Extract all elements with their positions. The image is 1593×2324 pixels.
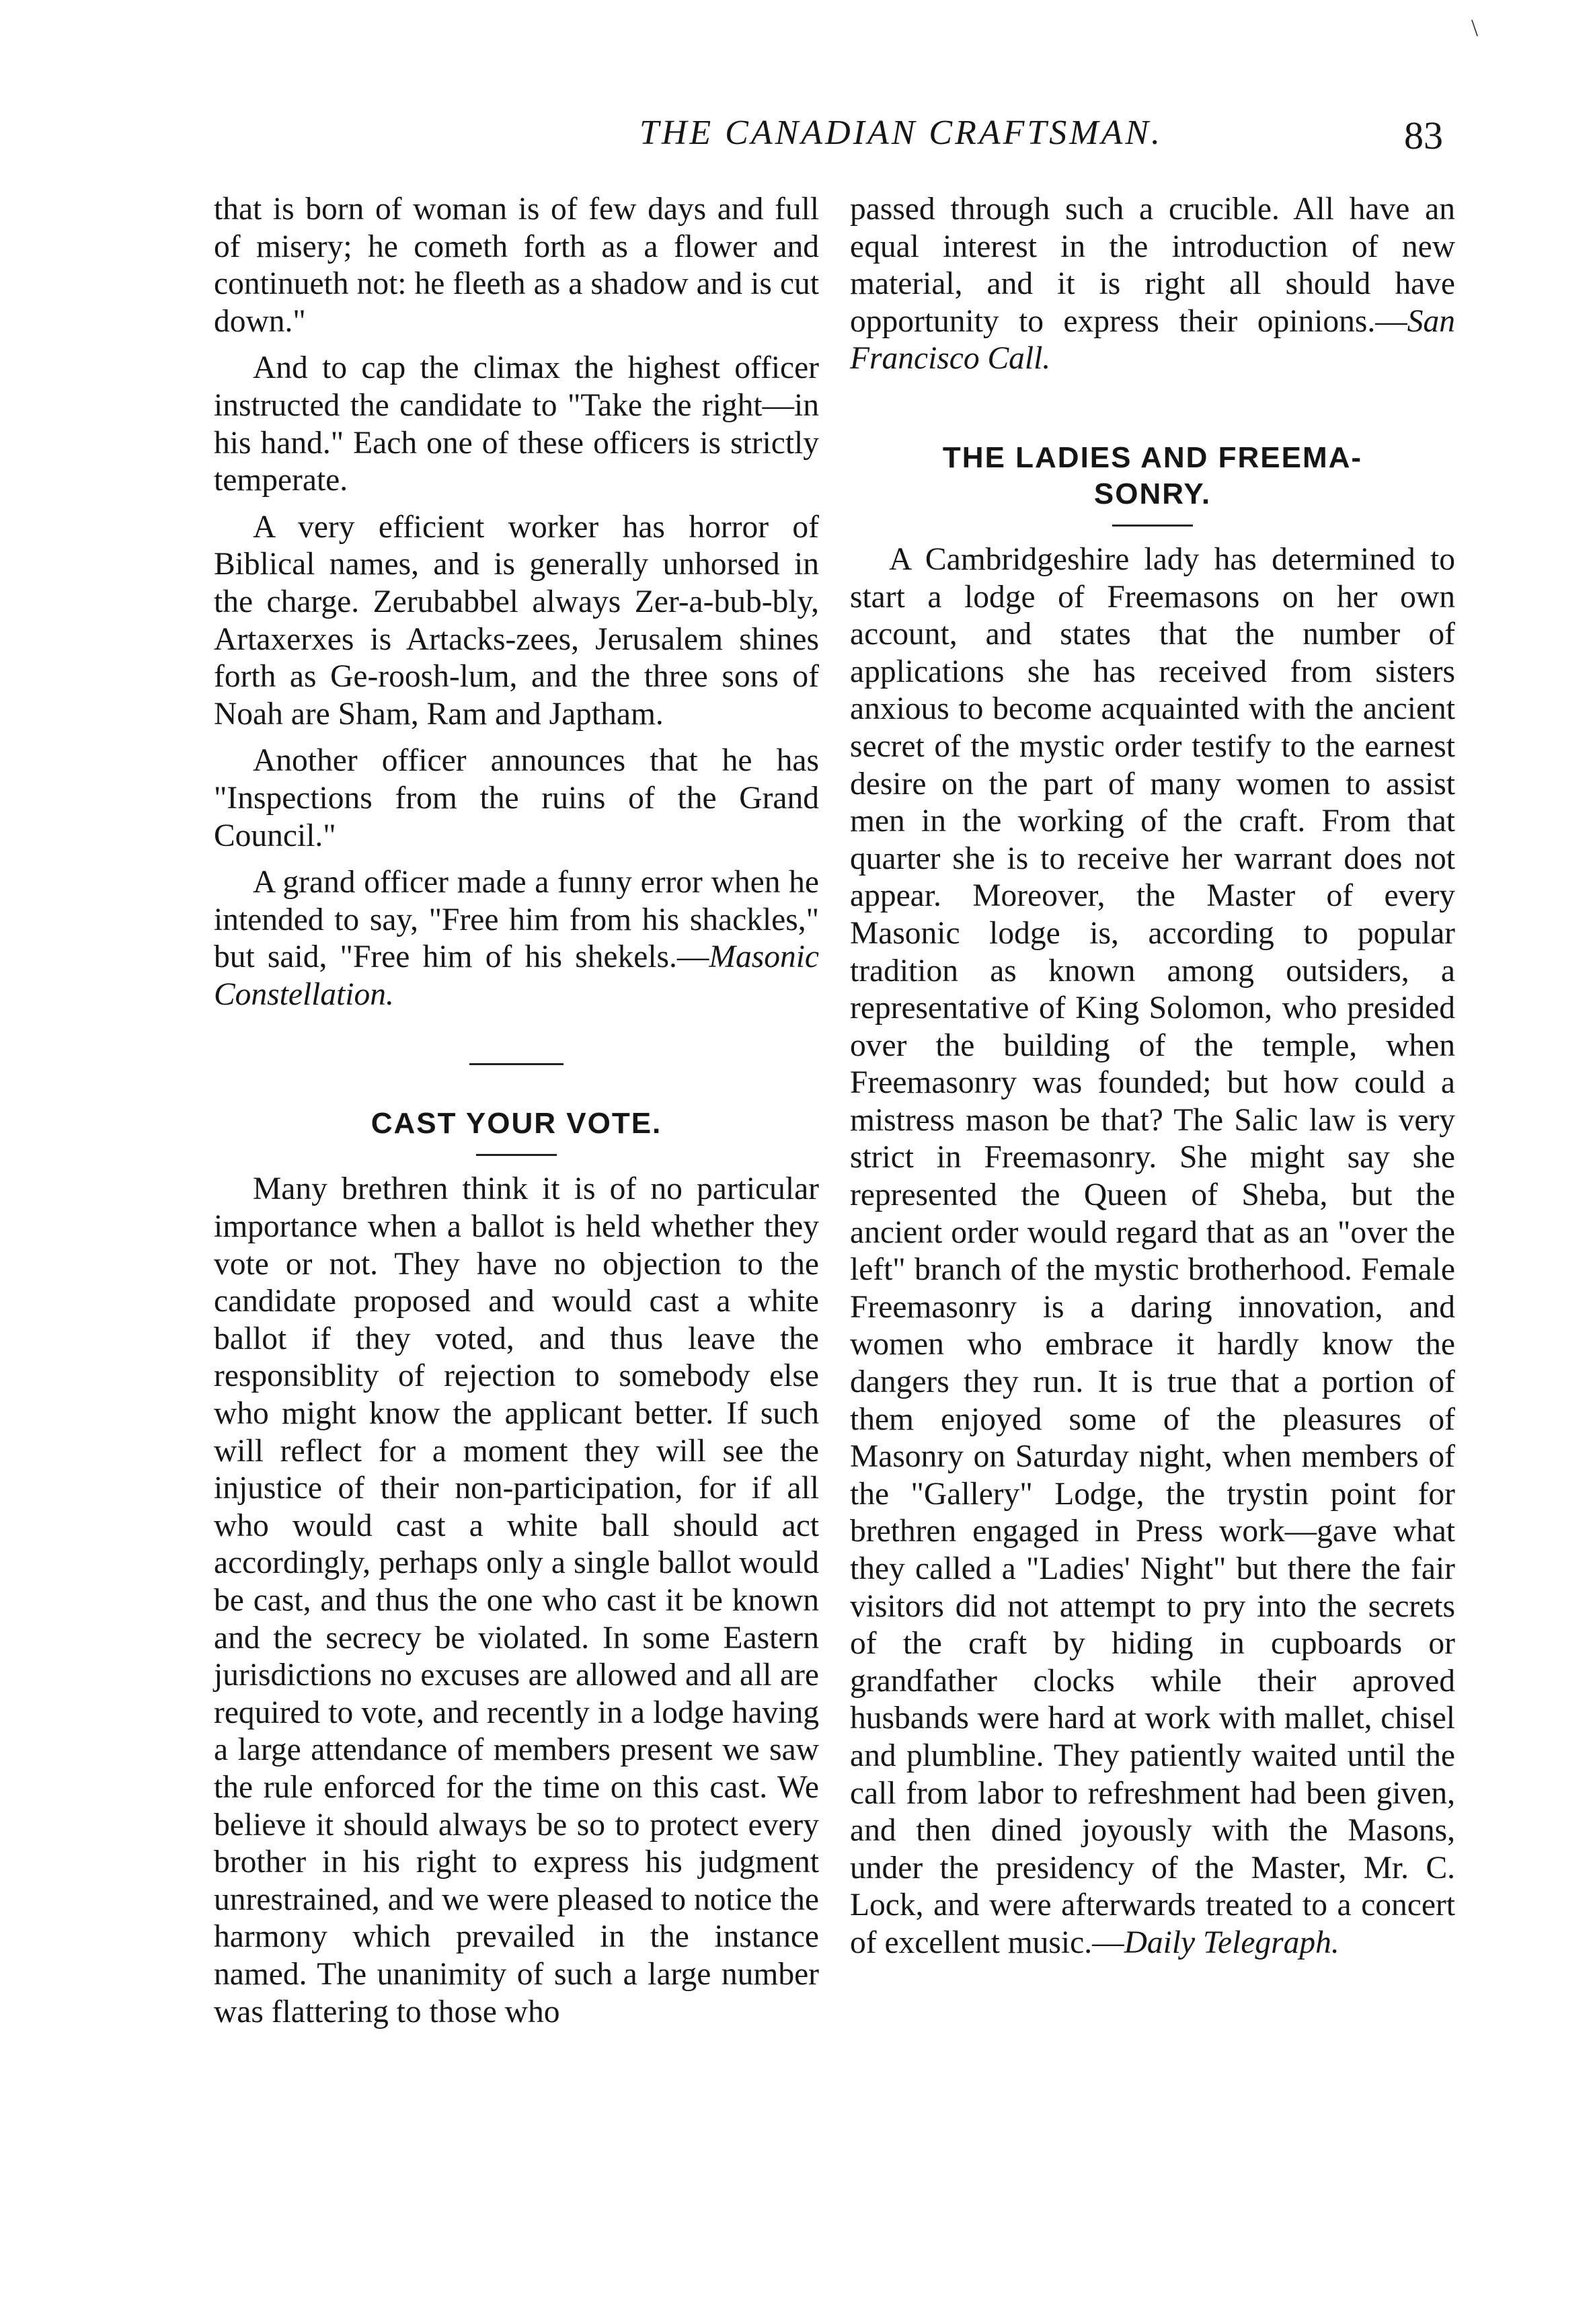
paragraph: Another officer announces that he has "Inspections from the ruins of the Grand Council." [214, 743, 819, 853]
running-title: THE CANADIAN CRAFTSMAN. [639, 114, 1163, 152]
article-paragraph: Many brethren think it is of no particular importance when a ballot is held whether they vote or not. They have no objection to the candidate proposed and would cast a white ballot if they voted, and thus leave the responsiblity of rejection to somebody else who might know the applicant better. If such will reflect for a moment they will see the injustice of their non-participation, for if all who would cast a white ball should act accordingly, perhaps only a single ballot would be cast, and thus the one who cast it be known and the secrecy be violated. In some Eastern jurisdictions no excuses are allowed and all are required to vote, and recently in a lodge having a large attendance of members present we saw the rule enforced for the time on this cast. We believe it should always be so to protect every brother in his right to express his judgment unrestrained, and we were pleased to notice the harmony which prevailed in the instance named. The unanimity of such a large number was flattering to those who [214, 1171, 819, 2029]
source-citation: San Francisco Call. [850, 303, 1455, 377]
paragraph-text: A Cambridgeshire lady has determined to start a lodge of Freemasons on her own account, and states that the number of applications she has received from sisters anxious to become acquainted with the ancient secret of the mystic order testify to the earnest desire on the part of many women to assist men in the working of the craft. From that quarter she is to receive her warrant does not appear. Moreover, the Master of every Masonic lodge is, according to popular tradition as known among outsiders, a representative of King Solomon, who presided over the building of the temple, when Freemasonry was founded; but how could a mistress mason be that? The Salic law is very strict in Freemasonry. She might say she represented the Queen of Sheba, but the ancient order would regard that as an "over the left" branch of the mystic brotherhood. Female Freemasonry is a daring innovation, and women who embrace it hardly know the dangers they run. It is true that a portion of them enjoyed some of the pleasures of Masonry on Saturday night, when members of the "Gallery" Lodge, the trystin point for brethren engaged in Press work—gave what they called a "Ladies' Night" but there the fair visitors did not attempt to pry into the secrets of the craft by hiding in cupboards or grandfather clocks while their aproved husbands were hard at work with mallet, chisel and plumbline. They patiently waited until the call from labor to refreshment had been given, and then dined joyously with the Masons, under the presidency of the Master, Mr. C. Lock, and were afterwards treated to a concert of excellent music.— [850, 541, 1455, 1960]
page-number: 83 [1404, 114, 1443, 157]
right-column [850, 191, 1455, 1962]
heading-rule [1112, 525, 1193, 527]
left-column [214, 191, 819, 2031]
continued-paragraph: that is born of woman is of few days and full of misery; he cometh forth as a flower and continueth not: he fleeth as a shadow and is cut down." [214, 192, 819, 339]
heading-line: SONRY. [1093, 477, 1212, 510]
paragraph-text: A grand officer made a funny error when he intended to say, "Free him from his shackles," but said, "Free him of his shekels.— [214, 865, 819, 975]
section-heading [850, 440, 1455, 512]
section-divider [469, 1063, 564, 1065]
corner-mark: \ [1471, 14, 1479, 41]
heading-rule [476, 1154, 557, 1156]
paragraph: And to cap the climax the highest officer instructed the candidate to "Take the right—in his hand." Each one of these officers is strictly temperate. [214, 350, 819, 498]
spacer [850, 378, 1455, 440]
paragraph-with-citation [214, 864, 819, 1013]
paragraph-text: passed through such a crucible. All have an equal interest in the introduction of new material, and it is right all should have opportunity to express their opinions.— [850, 192, 1455, 339]
continued-paragraph [850, 191, 1455, 378]
source-citation: Daily Telegraph. [1124, 1925, 1339, 1960]
section-heading: CAST YOUR VOTE. [371, 1107, 662, 1140]
article-paragraph [850, 541, 1455, 1962]
paragraph: A very efficient worker has horror of Biblical names, and is generally unhorsed in the charge. Zerubabbel always Zer-a-bub-bly, Artaxerxes is Artacks-zees, Jerusalem shines forth as Ge-roosh-lum, and the three sons of Noah are Sham, Ram and Japtham. [214, 509, 819, 732]
source-citation: Masonic Constellation. [214, 939, 819, 1012]
heading-line: THE LADIES AND FREEMA- [942, 440, 1363, 474]
